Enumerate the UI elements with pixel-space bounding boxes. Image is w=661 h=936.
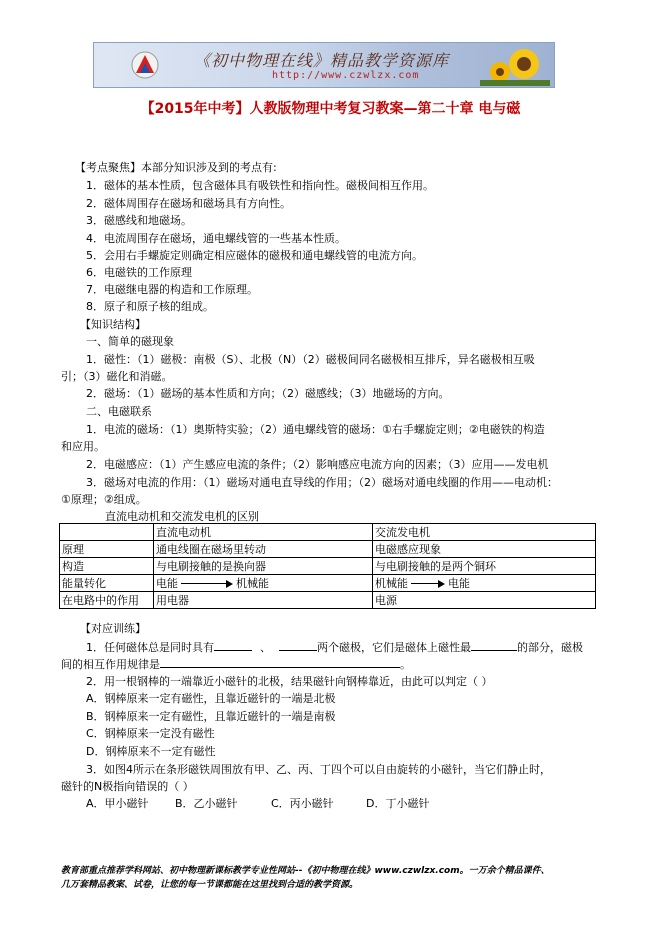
question-text: 1．任何磁体总是同时具有 (86, 641, 214, 654)
footer-line: 几万套精品教案、试卷，让您的每一节课都能在这里找到合适的教学资源。 (61, 880, 359, 890)
section-heading-key-points: 【考点聚焦】本部分知识涉及到的考点有: (75, 161, 277, 174)
section-heading-exercises: 【对应训练】 (80, 622, 146, 635)
arrow-right-icon (411, 580, 445, 588)
key-point-item: 5．会用右手螺旋定则确定相应磁体的磁极和通电螺线管的电流方向。 (86, 249, 423, 262)
option-item: B．乙小磁针 (175, 797, 238, 810)
key-point-item: 1．磁体的基本性质，包含磁体具有吸铁性和指向性。磁极间相互作用。 (86, 179, 434, 192)
footer-line: 教育部重点推荐学科网站、初中物理新课标教学专业性网站--《初中物理在线》www.czwlzx.com。一万余个精品课件、 (61, 866, 550, 876)
option-item: A．钢棒原来一定有磁性，且靠近磁针的一端是北极 (86, 692, 336, 705)
banner-title: 《初中物理在线》精品教学资源库 (194, 51, 450, 70)
answer-blank (471, 640, 517, 651)
question-1-line (61, 657, 411, 672)
table-cell: 通电线圈在磁场里转动 (154, 541, 373, 558)
banner-url[interactable]: http://www.czwlzx.com (272, 70, 420, 81)
header-banner (93, 42, 555, 88)
energy-from: 电能 (156, 577, 178, 590)
document-title: 【2015年中考】人教版物理中考复习教案—第二十章 电与磁 (140, 101, 521, 117)
table-cell: 能量转化 (60, 575, 154, 592)
table-cell: 与电刷接触的是换向器 (154, 558, 373, 575)
question-text: 。 (400, 658, 411, 671)
option-item: D．钢棒原来不一定有磁性 (86, 745, 216, 758)
table-header-cell (60, 524, 154, 541)
answer-blank (160, 657, 400, 668)
knowledge-line: ①原理；②组成。 (61, 493, 147, 506)
question-text: 间的相互作用规律是 (61, 658, 160, 671)
key-point-item: 3．磁感线和地磁场。 (86, 214, 192, 227)
comparison-table (59, 523, 596, 609)
question-2: 2．用一根钢棒的一端靠近小磁针的北极，结果磁针向钢棒靠近，由此可以判定（ ） (86, 675, 493, 688)
table-cell: 原理 (60, 541, 154, 558)
question-text: 的部分，磁极 (517, 641, 583, 654)
knowledge-line: 引；（3）磁化和消磁。 (61, 370, 173, 383)
table-cell: 用电器 (154, 592, 373, 609)
option-item: C．钢棒原来一定没有磁性 (86, 727, 215, 740)
table-cell: 构造 (60, 558, 154, 575)
question-3: 3．如图4所示在条形磁铁周围放有甲、乙、丙、丁四个可以自由旋转的小磁针，当它们静止时， (86, 763, 551, 776)
knowledge-line: 2．磁场：（1）磁场的基本性质和方向；（2）磁感线；（3）地磁场的方向。 (86, 387, 450, 400)
key-point-item: 6．电磁铁的工作原理 (86, 266, 192, 279)
question-3: 磁针的N极指向错误的（ ） (61, 780, 194, 793)
option-item: B．钢棒原来一定有磁性，且靠近磁针的一端是南极 (86, 710, 336, 723)
question-text: 、 (260, 641, 271, 654)
table-row (60, 592, 596, 609)
table-caption: 直流电动机和交流发电机的区别 (105, 510, 259, 523)
answer-blank (214, 640, 252, 651)
table-cell: 在电路中的作用 (60, 592, 154, 609)
key-point-item: 7．电磁继电器的构造和工作原理。 (86, 283, 258, 296)
knowledge-line: 3．磁场对电流的作用：（1）磁场对通电直导线的作用；（2）磁场对通电线圈的作用——电动机： (86, 476, 558, 489)
subsection-heading: 一、简单的磁现象 (86, 335, 174, 348)
table-cell: 电源 (373, 592, 596, 609)
knowledge-line: 1．电流的磁场：（1）奥斯特实验；（2）通电螺线管的磁场：①右手螺旋定则；②电磁铁的构造 (86, 423, 545, 436)
table-cell (154, 575, 373, 592)
table-header-cell: 直流电动机 (154, 524, 373, 541)
option-item: D．丁小磁针 (366, 797, 430, 810)
key-point-item: 4．电流周围存在磁场，通电螺线管的一些基本性质。 (86, 232, 346, 245)
subsection-heading: 二、电磁联系 (86, 405, 152, 418)
knowledge-line: 2．电磁感应：（1）产生感应电流的条件；（2）影响感应电流方向的因素；（3）应用——发电机 (86, 458, 549, 471)
energy-to: 机械能 (236, 577, 269, 590)
table-cell: 电磁感应现象 (373, 541, 596, 558)
question-text: 两个磁极，它们是磁体上磁性最 (317, 641, 471, 654)
arrow-right-icon (181, 580, 233, 588)
question-1-line (86, 640, 583, 655)
table-row (60, 575, 596, 592)
section-heading-knowledge-structure: 【知识结构】 (80, 318, 146, 331)
key-point-item: 2．磁体周围存在磁场和磁场具有方向性。 (86, 197, 291, 210)
table-cell (373, 575, 596, 592)
knowledge-line: 和应用。 (61, 440, 105, 453)
energy-to: 电能 (448, 577, 470, 590)
option-item: A．甲小磁针 (86, 797, 149, 810)
option-item: C．丙小磁针 (271, 797, 334, 810)
table-row (60, 541, 596, 558)
energy-from: 机械能 (375, 577, 408, 590)
key-point-item: 8．原子和原子核的组成。 (86, 300, 214, 313)
table-row (60, 558, 596, 575)
answer-blank (279, 640, 317, 651)
table-header-row (60, 524, 596, 541)
table-header-cell: 交流发电机 (373, 524, 596, 541)
table-cell: 与电刷接触的是两个铜环 (373, 558, 596, 575)
site-logo-icon (130, 49, 160, 81)
footer-note (61, 864, 550, 892)
sunflower-icon (480, 46, 550, 86)
knowledge-line: 1．磁性：（1）磁极：南极（S）、北极（N）（2）磁极间同名磁极相互排斥，异名磁极相互吸 (86, 353, 535, 366)
